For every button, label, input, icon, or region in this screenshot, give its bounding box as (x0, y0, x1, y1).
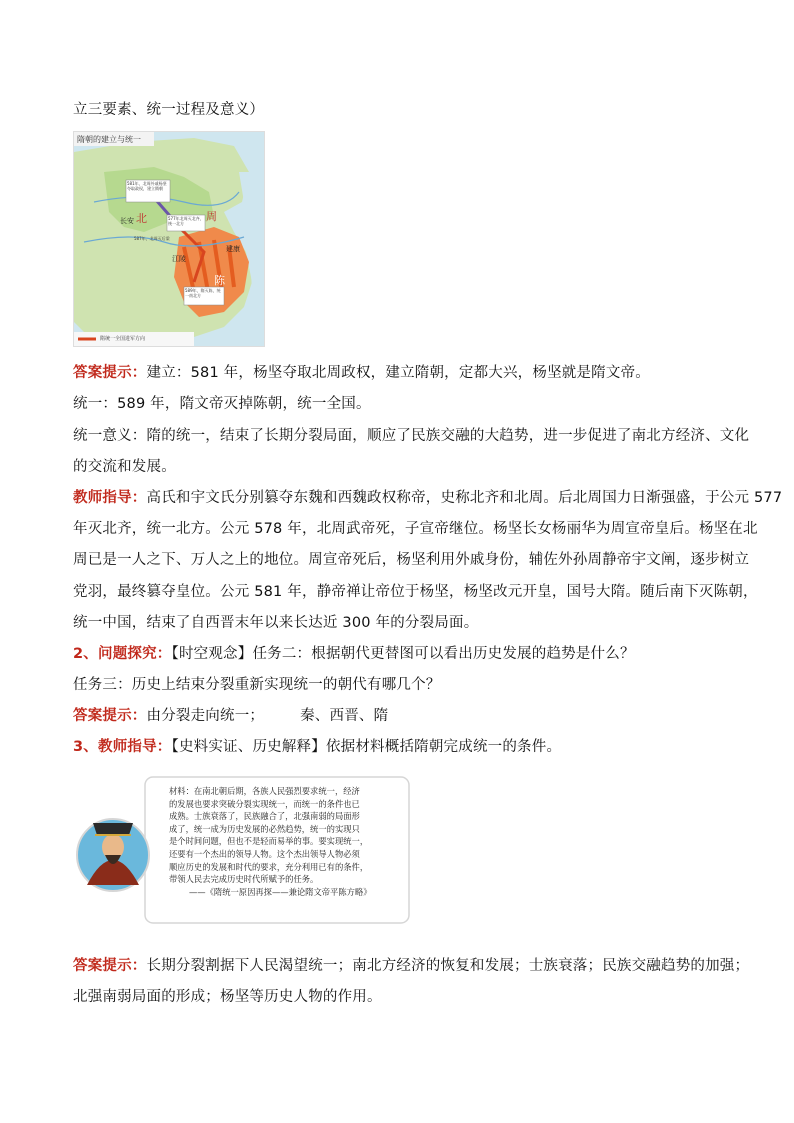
question-explore-text: 【时空观念】任务二：根据朝代更替图可以看出历史发展的趋势是什么？ (171, 646, 635, 662)
answer-hint-text: 建立：581 年，杨坚夺取北周政权，建立隋朝，定都大兴，杨坚就是隋文帝。 (146, 365, 650, 381)
material-line-7: 顺应历史的发展和时代的要求，充分利用已有的条件， (169, 861, 369, 872)
answer-hint-line (73, 956, 750, 976)
teacher-guide-text: 【史料实证、历史解释】依据材料概括隋朝完成统一的条件。 (171, 739, 562, 755)
text-line: 立三要素、统一过程及意义） (73, 102, 265, 118)
answer-hint-label: 答案提示： (73, 365, 147, 381)
material-line-4: 成了，统一成为历史发展的必然趋势，统一的实现只 (169, 823, 360, 834)
text-line: 统一中国，结束了自西晋末年以来长达近 300 年的分裂局面。 (73, 615, 479, 631)
answer-hint-text: 由分裂走向统一； (146, 708, 265, 724)
text-line: 周已是一人之下、万人之上的地位。周宣帝死后，杨坚利用外戚身份，辅佐外孙周静帝宇文阐，逐步树立 (73, 552, 750, 568)
map-note-589: 589年，隋灭陈，统一南北方 (185, 288, 221, 298)
answer-hint-line (73, 363, 733, 383)
map-legend: 隋统一全国进军方向 (100, 336, 146, 342)
material-source: ——《隋统一原因再探——兼论隋文帝平陈方略》 (189, 886, 372, 897)
text-line: 年灭北齐，统一北方。公元 578 年，北周武帝死，子宣帝继位。杨坚长女杨丽华为周宣帝皇后。杨坚在北 (73, 521, 758, 537)
map-title: 隋朝的建立与统一 (77, 135, 141, 144)
text-line: 统一：589 年，隋文帝灭掉陈朝，统一全国。 (73, 396, 371, 412)
text-line: 任务三：历史上结束分裂重新实现统一的朝代有哪几个？ (73, 677, 441, 693)
map-note-587: 587年，北周灭后梁 (134, 236, 170, 241)
map-label-jiangling: 江陵 (172, 255, 186, 263)
text-line: 统一意义：隋的统一，结束了长期分裂局面，顺应了民族交融的大趋势，进一步促进了南北方经济、文化 (73, 428, 750, 444)
teacher-guide-line (73, 737, 733, 757)
map-label-chen: 陈 (214, 274, 225, 287)
material-card (75, 775, 413, 925)
teacher-guide-label: 3、教师指导： (73, 739, 172, 755)
teacher-guide-text: 高氏和宇文氏分别篡夺东魏和西魏政权称帝，史称北齐和北周。后北周国力日渐强盛，于公元 577 (146, 490, 783, 506)
text-line: 党羽，最终篡夺皇位。公元 581 年，静帝禅让帝位于杨坚，杨坚改元开皇，国号大隋。随后南下灭陈朝， (73, 584, 758, 600)
material-line-5: 是个时间问题，但也不是轻而易举的事。要实现统一， (169, 836, 369, 847)
map-label-north: 北 (136, 212, 147, 225)
material-line-8: 带领人民去完成历史时代所赋予的任务。 (169, 874, 319, 885)
sui-unification-map (73, 131, 265, 347)
answer-hint-line (73, 706, 733, 726)
teacher-guide-line (73, 488, 783, 508)
map-label-jiankang: 建康 (226, 245, 240, 253)
material-text (169, 785, 405, 898)
text-line: 北强南弱局面的形成；杨坚等历史人物的作用。 (73, 989, 382, 1005)
question-explore-line (73, 644, 733, 664)
material-line-3: 成熟。士族衰落了，民族融合了，北强南弱的局面形 (169, 811, 360, 822)
answer-hint-text-2: 秦、西晋、隋 (300, 708, 389, 724)
material-line-6: 还要有一个杰出的领导人物。这个杰出领导人物必须 (169, 848, 360, 859)
answer-hint-label: 答案提示： (73, 958, 147, 974)
text-line: 的交流和发展。 (73, 459, 176, 475)
map-label-changan: 长安 (120, 217, 134, 225)
answer-hint-label: 答案提示： (73, 708, 147, 724)
material-line-1: 材料：在南北朝后期，各族人民强烈要求统一，经济 (169, 786, 360, 796)
map-label-zhou: 周 (206, 210, 217, 223)
teacher-guide-label: 教师指导： (73, 490, 147, 506)
map-note-577: 577年北周灭北齐，统一北方 (168, 216, 204, 226)
material-line-2: 的发展也要求突破分裂实现统一，而统一的条件也已 (169, 798, 360, 809)
map-note-581: 581年，北周外戚杨坚夺取政权，建立隋朝 (127, 181, 167, 191)
answer-hint-text: 长期分裂割据下人民渴望统一；南北方经济的恢复和发展；士族衰落；民族交融趋势的加强； (146, 958, 750, 974)
question-explore-label: 2、问题探究： (73, 646, 172, 662)
